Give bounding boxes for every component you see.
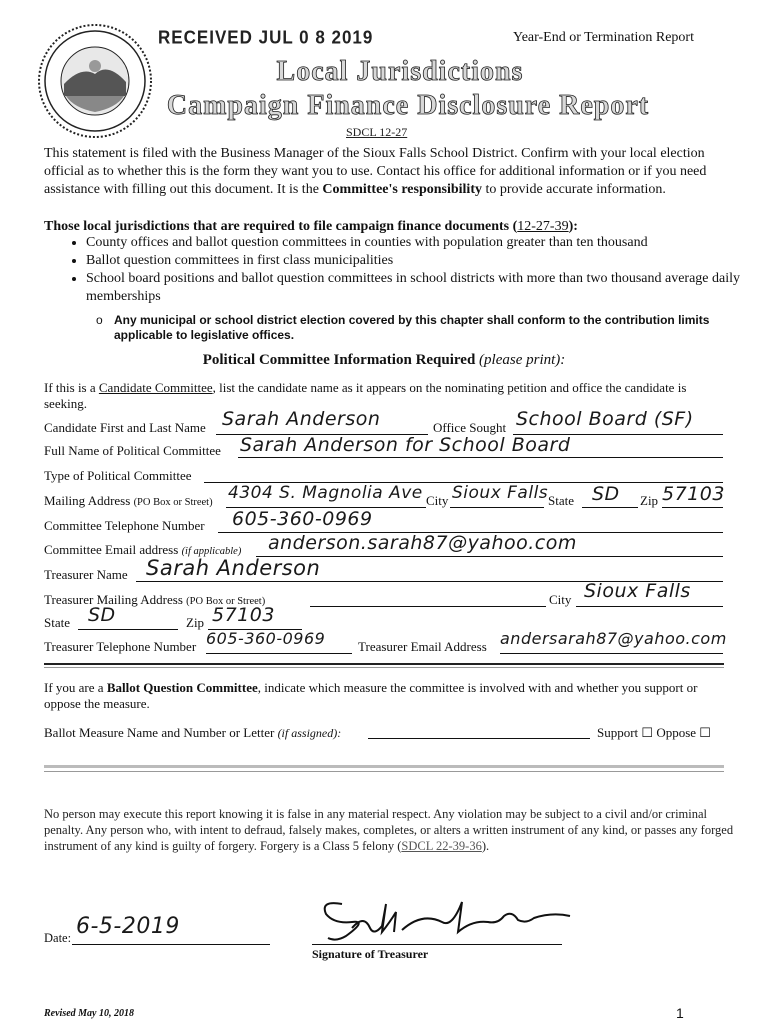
zip-line <box>662 507 723 508</box>
statute-link[interactable]: SDCL 12-27 <box>346 125 408 139</box>
signature-label: Signature of Treasurer <box>312 947 429 961</box>
office-sought-field[interactable]: School Board (SF) <box>516 408 694 430</box>
required-end: ): <box>568 219 578 234</box>
candidate-name-label: Candidate First and Last Name <box>44 420 206 435</box>
city-label: City <box>426 493 449 508</box>
report-type: Year-End or Termination Report <box>513 30 694 45</box>
email-field[interactable]: anderson.sarah87@yahoo.com <box>268 532 577 554</box>
section-divider-gray-thin <box>44 771 724 772</box>
email-note: (if applicable) <box>181 546 242 557</box>
committee-section-heading <box>44 352 724 369</box>
candidate-note-end: , list the candidate name as it appears on the nominating petition and office the candidate is seeking. <box>44 380 687 411</box>
ballot-note-start: If you are a <box>44 680 107 695</box>
page-subtitle: Campaign Finance Disclosure Report <box>166 90 650 121</box>
mailing-address-note: (PO Box or Street) <box>133 497 213 508</box>
list-item: • Ballot question committees in first class municipalities <box>86 252 746 270</box>
ballot-measure-note: (if assigned): <box>277 726 342 740</box>
oppose-checkbox[interactable]: ☐ <box>699 725 711 740</box>
signature-line[interactable] <box>312 944 562 945</box>
candidate-note-link: Candidate Committee <box>98 380 213 395</box>
penalty-ref-link[interactable]: SDCL 22-39-36 <box>401 839 482 853</box>
date-field[interactable]: 6-5-2019 <box>76 914 180 939</box>
committee-type-label: Type of Political Committee <box>44 468 192 483</box>
intro-text: This statement is filed with the Business Manager of the Sioux Falls School District. Confirm with your local election official as to whether this is the form they want you to use. Contact his office for additional information or if you need assistance with filling out this document. It is the <box>44 146 707 197</box>
ballot-measure-label-text: Ballot Measure Name and Number or Letter <box>44 725 275 740</box>
state-seal-icon <box>36 22 154 140</box>
treasurer-city-field[interactable]: Sioux Falls <box>584 580 691 602</box>
list-item: • County offices and ballot question committees in counties with population greater than ten thousand <box>86 234 746 252</box>
full-name-label: Full Name of Political Committee <box>44 443 221 458</box>
candidate-name-field[interactable]: Sarah Anderson <box>222 408 381 430</box>
date-label: Date: <box>44 931 72 945</box>
treasurer-state-field[interactable]: SD <box>88 604 116 626</box>
list-item: • School board positions and ballot question committees in school districts with more than two thousand average daily memberships <box>86 270 746 306</box>
treasurer-email-line <box>500 653 723 654</box>
treasurer-state-line <box>78 629 178 630</box>
treasurer-state-label: State <box>44 615 70 630</box>
state-line <box>582 507 638 508</box>
treasurer-email-field[interactable]: andersarah87@yahoo.com <box>500 629 727 648</box>
email-line <box>256 556 723 557</box>
zip-field[interactable]: 57103 <box>662 483 725 505</box>
intro-end: to provide accurate information. <box>482 182 666 197</box>
treasurer-address-label-text: Treasurer Mailing Address <box>44 592 183 607</box>
treasurer-phone-label: Treasurer Telephone Number <box>44 639 197 654</box>
date-line <box>72 944 270 945</box>
email-label-text: Committee Email address <box>44 542 179 557</box>
required-ref-link[interactable]: 12-27-39 <box>517 219 569 234</box>
sub-bullet: o Any municipal or school district election covered by this chapter shall conform to the contribution limits applicable to legislative offices. <box>96 313 710 342</box>
section-divider-thin <box>44 667 724 668</box>
treasurer-name-label: Treasurer Name <box>44 567 128 582</box>
office-sought-label: Office Sought <box>433 420 507 435</box>
treasurer-zip-field[interactable]: 57103 <box>212 604 275 626</box>
support-oppose-group <box>597 725 711 741</box>
sub-bullet-text: Any municipal or school district election covered by this chapter shall conform to the contribution limits applicable to legislative offices. <box>114 313 710 342</box>
ballot-measure-label <box>44 725 341 741</box>
oppose-label: Oppose <box>656 725 697 740</box>
treasurer-name-field[interactable]: Sarah Anderson <box>146 556 321 580</box>
jurisdiction-list <box>64 234 746 306</box>
treasurer-address-line <box>310 606 546 607</box>
full-name-line <box>238 457 723 458</box>
treasurer-city-line <box>576 606 723 607</box>
phone-field[interactable]: 605-360-0969 <box>232 508 373 530</box>
state-label: State <box>548 493 574 508</box>
ballot-note-end: , indicate which measure the committee is involved with and whether you support or oppose the measure. <box>44 680 698 711</box>
ballot-measure-line[interactable] <box>368 738 590 739</box>
handwritten-signature-icon <box>312 892 582 946</box>
support-label: Support <box>597 725 639 740</box>
intro-paragraph <box>44 145 724 199</box>
revision-date: Revised May 10, 2018 <box>44 1008 134 1019</box>
section-divider-gray <box>44 765 724 768</box>
city-line <box>450 507 544 508</box>
section-divider <box>44 663 724 665</box>
candidate-note-start: If this is a <box>44 380 99 395</box>
penalty-text: No person may execute this report knowing it is false in any material respect. Any violation may be subject to a civil and/or criminal penalty. Any person who, with intent to defraud, falsely makes, completes, or alters a written instrument of any kind, or passes any forged instrument of any kind is guilty of forgery. Forgery is a Class 5 felony ( <box>44 807 734 853</box>
received-stamp: RECEIVED JUL 0 8 2019 <box>158 27 374 48</box>
section-heading-text: Political Committee Information Required <box>202 352 476 368</box>
mailing-address-field[interactable]: 4304 S. Magnolia Ave <box>228 483 423 503</box>
treasurer-address-note: (PO Box or Street) <box>186 596 266 607</box>
penalty-end: ). <box>481 839 490 853</box>
page-title: Local Jurisdictions <box>276 56 524 87</box>
page-number: 1 <box>676 1005 684 1021</box>
treasurer-city-label: City <box>549 592 572 607</box>
full-name-field[interactable]: Sarah Anderson for School Board <box>240 434 571 456</box>
treasurer-zip-label: Zip <box>186 615 205 630</box>
penalty-notice <box>44 806 734 854</box>
state-field[interactable]: SD <box>592 483 620 505</box>
treasurer-email-label: Treasurer Email Address <box>358 639 487 654</box>
zip-label: Zip <box>640 493 659 508</box>
treasurer-phone-line <box>206 653 352 654</box>
city-field[interactable]: Sioux Falls <box>452 483 549 503</box>
section-heading-note: (please print): <box>479 352 566 368</box>
support-checkbox[interactable]: ☐ <box>641 725 654 740</box>
ballot-question-note <box>44 680 724 712</box>
intro-bold: Committee's responsibility <box>322 182 482 197</box>
treasurer-phone-field[interactable]: 605-360-0969 <box>206 629 326 648</box>
mailing-address-label-text: Mailing Address <box>44 493 131 508</box>
phone-label: Committee Telephone Number <box>44 518 205 533</box>
required-head-text: Those local jurisdictions that are required to file campaign finance documents ( <box>44 219 518 234</box>
required-jurisdictions-heading <box>44 219 724 235</box>
mailing-address-label <box>44 493 213 509</box>
ballot-note-bold: Ballot Question Committee <box>106 680 258 695</box>
